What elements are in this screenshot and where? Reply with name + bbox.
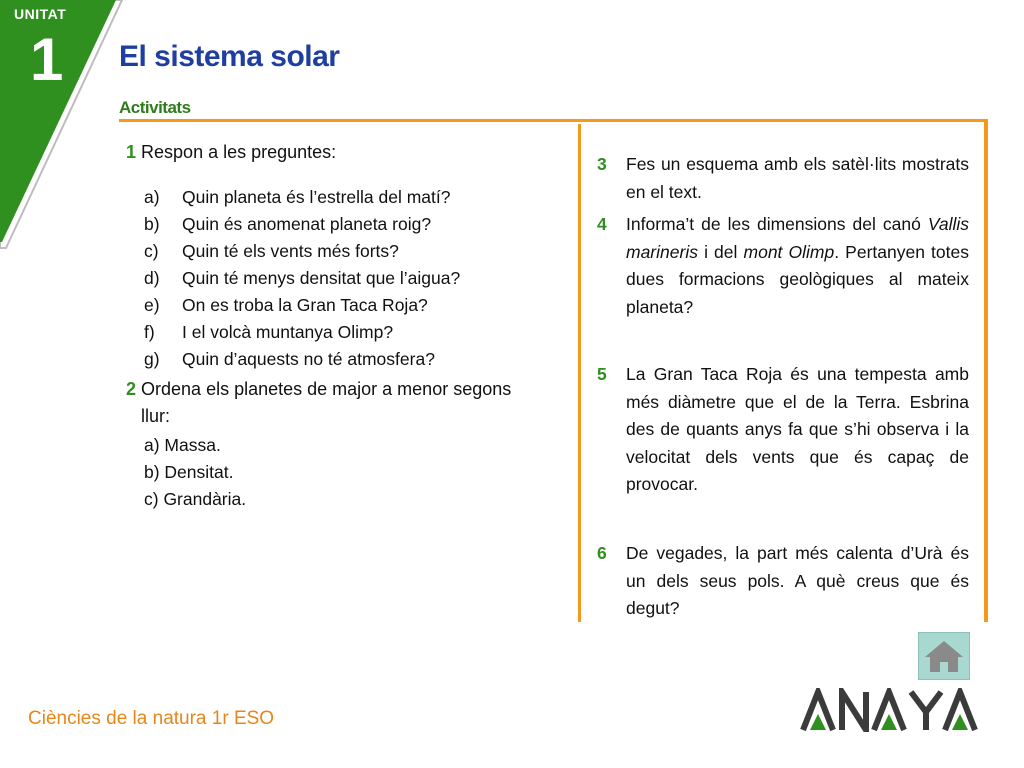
question-1: [126, 142, 336, 163]
question-4-emphasis: Vallis marineris: [626, 214, 969, 262]
question-2: [126, 376, 546, 430]
question-3-text: Fes un esquema amb els satèl·lits mostrats en el text.: [626, 154, 969, 202]
question-2-number: 2: [126, 379, 137, 399]
list-item: [144, 265, 460, 292]
question-5: [597, 361, 969, 499]
unit-number: 1: [30, 26, 64, 93]
column-divider: [578, 124, 581, 622]
item-letter: e): [144, 295, 160, 315]
list-item: [144, 211, 460, 238]
anaya-logo: [800, 688, 978, 732]
question-6-number: 6: [597, 543, 607, 563]
list-item: [144, 238, 460, 265]
footer-text: Ciències de la natura 1r ESO: [28, 708, 275, 729]
list-item: a) Massa.: [144, 435, 221, 455]
question-1-number: 1: [126, 142, 137, 162]
question-3: [597, 151, 969, 206]
item-text: Quin té menys densitat que l’aigua?: [182, 268, 461, 288]
item-letter: c): [144, 241, 159, 261]
home-button[interactable]: [918, 632, 970, 680]
list-item: [144, 346, 460, 373]
item-letter: a): [144, 187, 160, 207]
item-text: On es troba la Gran Taca Roja?: [182, 295, 428, 315]
question-3-number: 3: [597, 154, 607, 174]
question-4: [597, 211, 969, 321]
question-2-list: [144, 432, 246, 513]
anaya-logo-mark: [800, 688, 978, 732]
list-item: [144, 319, 460, 346]
question-4-text-part: Informa’t de les dimensions del canó: [626, 214, 928, 234]
section-rule: [119, 119, 987, 122]
item-letter: f): [144, 322, 155, 342]
list-item: b) Densitat.: [144, 462, 234, 482]
question-2-text: Ordena els planetes de major a menor segons llur:: [141, 379, 512, 426]
question-6-text: De vegades, la part més calenta d’Urà és un dels seus pols. A què creus que és degut?: [626, 543, 969, 618]
item-text: I el volcà muntanya Olimp?: [182, 322, 394, 342]
question-4-text: [626, 211, 969, 321]
page-title: El sistema solar: [119, 40, 340, 73]
item-letter: b): [144, 214, 160, 234]
item-letter: d): [144, 268, 160, 288]
question-5-text: La Gran Taca Roja és una tempesta amb més diàmetre que el de la Terra. Esbrina des de quants anys fa que s’hi observa i la velocitat dels vents que és capaç de provocar.: [626, 364, 969, 494]
question-5-number: 5: [597, 364, 607, 384]
home-icon: [919, 633, 969, 679]
question-1-list: [144, 184, 460, 373]
unit-label: UNITAT: [14, 6, 67, 22]
question-1-text: Respon a les preguntes:: [141, 142, 337, 162]
unit-badge-shape: [0, 0, 130, 250]
question-4-number: 4: [597, 214, 607, 234]
question-4-text-part: . Pertanyen totes dues formacions geològiques al mateix planeta?: [626, 241, 969, 317]
list-item: [144, 292, 460, 319]
unit-badge: [0, 0, 130, 250]
item-text: Quin planeta és l’estrella del matí?: [182, 187, 451, 207]
item-text: Quin té els vents més forts?: [182, 241, 399, 261]
item-letter: g): [144, 349, 160, 369]
item-text: Quin és anomenat planeta roig?: [182, 214, 432, 234]
question-4-text-part: i del: [697, 241, 744, 262]
section-title: Activitats: [119, 98, 191, 117]
frame-right-border: [984, 119, 988, 622]
item-text: Quin d’aquests no té atmosfera?: [182, 349, 435, 369]
list-item: [144, 184, 460, 211]
question-4-emphasis: mont Olimp: [743, 241, 835, 262]
question-6: [597, 540, 969, 623]
list-item: c) Grandària.: [144, 489, 247, 509]
